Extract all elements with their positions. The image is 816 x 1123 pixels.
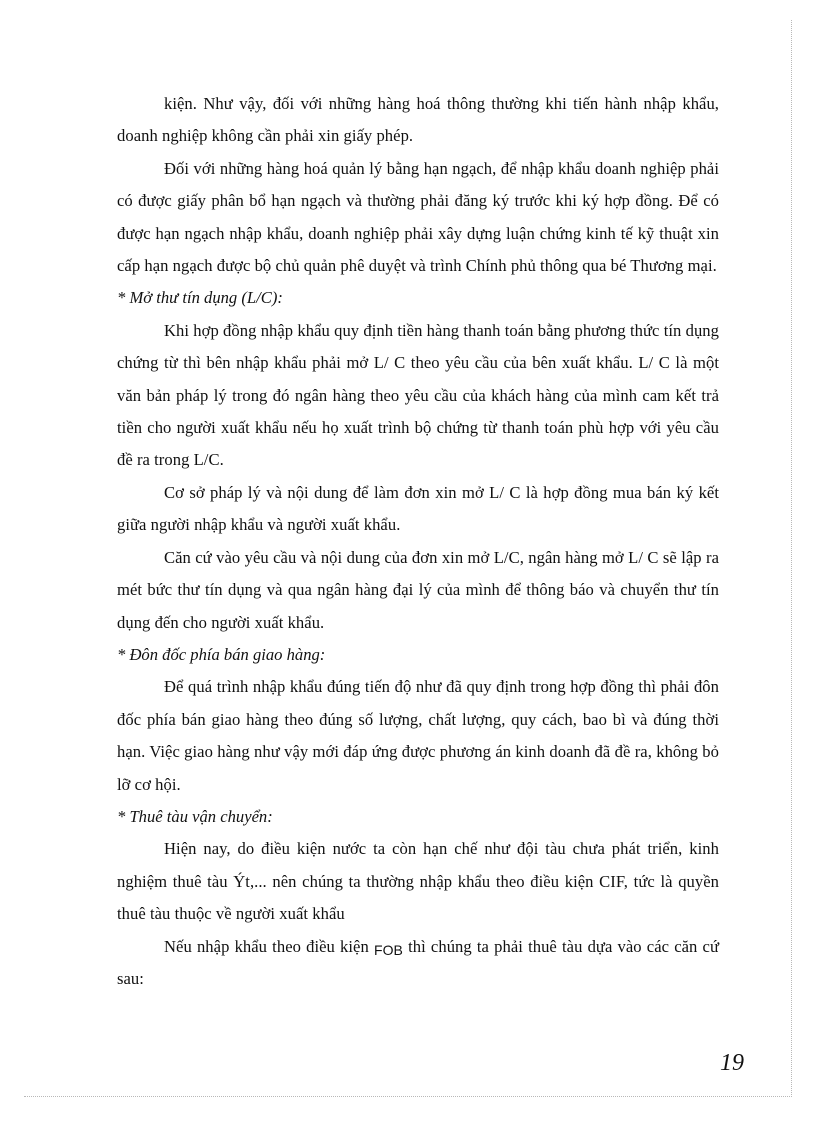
document-body: [117, 88, 719, 995]
page-border-right: [791, 20, 792, 1097]
section-heading-chartering: * Thuê tàu vận chuyển:: [117, 806, 273, 826]
page-border-bottom: [24, 1096, 792, 1097]
paragraph-lc-issuing-bank: Căn cứ vào yêu cầu và nội dung của đơn xin mở L/C, ngân hàng mở L/ C sẽ lập ra mét bức thư tín dụng và qua ngân hàng đại lý của mình để thông báo và chuyển thư tín dụng đến cho người xuất khẩu.: [117, 547, 719, 632]
fob-text-after: thì chúng ta phải thuê tàu dựa vào các căn cứ sau:: [117, 936, 720, 988]
paragraph-continuation: kiện. Như vậy, đối với những hàng hoá thông thường khi tiến hành nhập khẩu, doanh nghiệp không cần phải xin giấy phép.: [117, 94, 719, 146]
fob-term: FOB: [374, 941, 403, 958]
fob-text-before: Nếu nhập khẩu theo điều kiện: [164, 936, 369, 956]
paragraph-chartering-cif: Hiện nay, do điều kiện nước ta còn hạn chế như đội tàu chưa phát triển, kinh nghiệm thuê tàu Ýt,... nên chúng ta thường nhập khẩu theo điều kiện CIF, tức là quyền thuê tàu thuộc về người xuất khẩu: [117, 839, 719, 924]
paragraph-chartering-fob: [117, 931, 719, 996]
paragraph-lc-legal-basis: Cơ sở pháp lý và nội dung để làm đơn xin mở L/ C là hợp đồng mua bán ký kết giữa người nhập khẩu và người xuất khẩu.: [117, 482, 719, 535]
paragraph-lc-payment: Khi hợp đồng nhập khẩu quy định tiền hàng thanh toán bằng phương thức tín dụng chứng từ thì bên nhập khẩu phải mở L/ C theo yêu cầu của bên xuất khẩu. L/ C là một văn bản pháp lý trong đó ngân hàng theo yêu cầu của khách hàng của mình cam kết trả tiền cho người xuất khẩu nếu họ xuất trình bộ chứng từ thanh toán phù hợp với yêu cầu đề ra trong L/C.: [117, 320, 719, 470]
paragraph-quota: Đối với những hàng hoá quản lý bằng hạn ngạch, để nhập khẩu doanh nghiệp phải có được giấy phân bổ hạn ngạch và thường phải đăng ký trước khi ký hợp đồng. Để có được hạn ngạch nhập khẩu, doanh nghiệp phải xây dựng luận chứng kinh tế kỹ thuật xin cấp hạn ngạch được bộ chủ quản phê duyệt và trình Chính phủ thông qua bé Thương mại.: [117, 158, 719, 276]
page-number: 19: [720, 1050, 744, 1076]
section-heading-open-lc: * Mở thư tín dụng (L/C):: [117, 288, 283, 308]
paragraph-delivery-schedule: Để quá trình nhập khẩu đúng tiến độ như đã quy định trong hợp đồng thì phải đôn đốc phía bán giao hàng theo đúng số lượng, chất lượng, quy cách, bao bì và đúng thời hạn. Việc giao hàng như vậy mới đáp ứng được phương án kinh doanh đã đề ra, không bỏ lỡ cơ hội.: [117, 677, 719, 794]
section-heading-urge-delivery: * Đôn đốc phía bán giao hàng:: [117, 644, 326, 664]
